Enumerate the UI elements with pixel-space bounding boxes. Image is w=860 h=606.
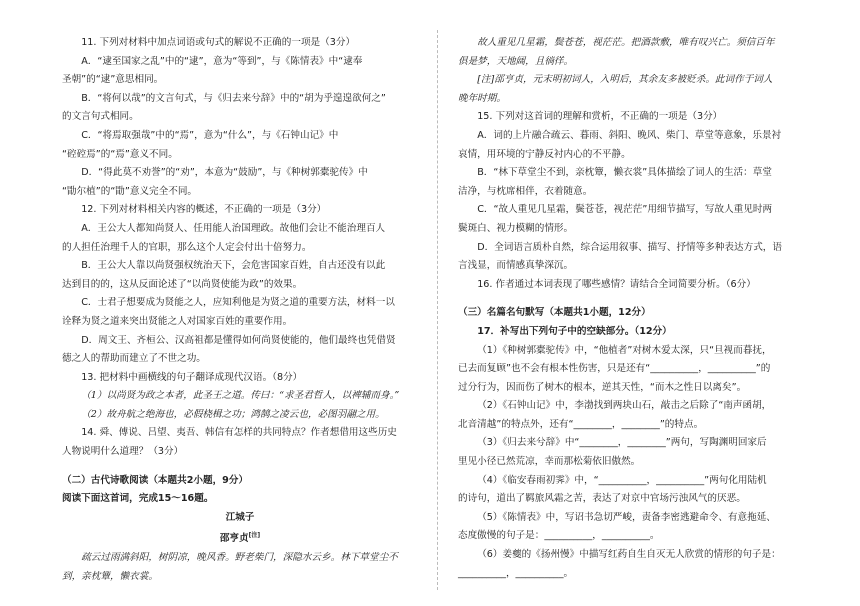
poem-note: [注]邵亨贞，元末明初词人，入明后，其余友多被贬杀。此词作于词人 [477, 74, 773, 86]
q11-option-d-cont: “勖尔植”的“勖”意义完全不同。 [62, 185, 198, 197]
q17-item-3-cont: 里见小径已然荒凉，幸而那松菊依旧傲然。 [458, 456, 641, 468]
q11-option-a-cont: 圣朝”的“逮”意思相同。 [62, 74, 164, 86]
section-2-title: （二）古代诗歌阅读（本题共2小题，9分） [62, 474, 249, 486]
column-divider [437, 30, 438, 590]
poem-author: 邵亨贞[注] [219, 532, 261, 545]
q12-option-a: A．王公大人都知尚贤人、任用能人治国理政。故他们会让不能治理百人 [81, 222, 386, 234]
poem-line-4: 俱是梦，天地阔，且徜徉。 [458, 55, 574, 67]
q11-option-c: C．“将焉取强哉”中的“焉”，意为“什么”，与《石钟山记》中 [81, 129, 339, 141]
left-column [62, 34, 418, 586]
q14-stem: 14. 舜、傅说、吕望、夷吾、韩信有怎样的共同特点？作者想借用这些历史 [81, 427, 397, 439]
q15-option-b-cont: 洁净，与枕席相伴，衣着随意。 [458, 185, 593, 197]
poem-line-1: 疏云过雨满斜阳，树阴凉，晚风香。野老柴门，深隐水云乡。林下草堂尘不 [81, 552, 398, 564]
q13-sentence-2: （2）故舟航之绝海也，必假桡楫之功；鸿鹄之凌云也，必图羽翮之用。 [81, 408, 385, 420]
q17-item-5-cont: 态度傲慢的句子是：__________，__________。 [458, 530, 660, 542]
q17-item-1-cont: 已去而复顾”也不会有根本性伤害，只是还有“__________，__________”的 [458, 363, 771, 375]
q17-item-6-cont: __________，__________。 [458, 567, 574, 579]
q17-item-4: （4）《临安春雨初霁》中，“__________，__________”两句化用陆机 [477, 474, 767, 486]
q15-option-a: A．词的上片融合疏云、暮雨、斜阳、晚风、柴门、草堂等意象，乐景衬 [477, 129, 782, 141]
q11-option-a: A．“逮至国家之乱”中的“逮”，意为“等到”，与《陈情表》中“逮奉 [81, 55, 363, 67]
q15-option-c: C．“故人重见几星霜，鬓苍苍，视茫茫”用细节描写，写故人重见时两 [477, 204, 773, 216]
q12-stem: 12. 下列对材料相关内容的概述，不正确的一项是（3分） [81, 204, 327, 216]
poem-line-2: 到，亲枕簟，懒衣裳。 [62, 570, 158, 582]
q15-stem: 15. 下列对这首词的理解和赏析，不正确的一项是（3分） [477, 111, 723, 123]
q12-option-c-cont: 诠释为贤之道来突出贤能之人对国家百姓的重要作用。 [62, 315, 293, 327]
q12-option-b-cont: 达到目的的，这从反面论述了“以尚贤使能为政”的效果。 [62, 278, 303, 290]
q12-option-a-cont: 的人担任治理千人的官职，那么这个人定会付出十倍努力。 [62, 241, 312, 253]
q11-option-b: B．“将何以哉”的文言句式，与《归去来兮辞》中的“胡为乎遑遑欲何之” [81, 92, 386, 104]
q12-option-d-cont: 德之人的帮助而建立了不世之功。 [62, 353, 206, 365]
right-column [458, 34, 806, 583]
q15-option-c-cont: 鬓斑白、视力模糊的情形。 [458, 222, 574, 234]
q17-item-1: （1）《种树郭橐驼传》中，“他植者”对树木爱太深，只“旦视而暮抚， [477, 344, 772, 356]
q11-option-b-cont: 的文言句式相同。 [62, 111, 139, 123]
q13-sentence-1: （1）以尚贤为政之本者，此圣王之道。传曰：“求圣君哲人，以裨辅而身。” [81, 390, 400, 402]
q11-option-d: D．“得此莫不劝誉”的“劝”，本意为“鼓励”，与《种树郭橐驼传》中 [81, 167, 368, 179]
q12-option-d: D．周文王、齐桓公、汉高祖都是懂得如何尚贤使能的，他们最终也凭借贤 [81, 334, 396, 346]
q17-item-5: （5）《陈情表》中，写诏书急切严峻，责备李密逃避命令、有意拖延、 [477, 511, 776, 523]
q11-stem: 11. 下列对材料中加点词语或句式的解说不正确的一项是（3分） [81, 37, 356, 48]
q17-stem: 17．补写出下列句子中的空缺部分。（12分） [477, 325, 672, 337]
q13-stem: 13. 把材料中画横线的句子翻译成现代汉语。（8分） [81, 371, 303, 383]
q14-stem-cont: 人物说明什么道理？（3分） [62, 446, 184, 458]
q12-option-c: C．士君子想要成为贤能之人，应知利他是为贤之道的重要方法，材料一以 [81, 297, 395, 309]
q17-item-4-cont: 的诗句，道出了羁旅风霜之苦，表达了对京中官场污浊风气的厌恶。 [458, 493, 746, 505]
poem-note-cont: 晚年时期。 [458, 92, 506, 104]
note-marker: [注] [248, 532, 261, 540]
q17-item-2-cont: 北音清越”的特点外，还有“________，________”的特点。 [458, 418, 704, 430]
section-3-title: （三）名篇名句默写（本题共1小题，12分） [458, 307, 651, 319]
q11-option-c-cont: “硿硿焉”的“焉”意义不同。 [62, 148, 178, 160]
poem-title: 江城子 [225, 511, 255, 523]
q15-option-a-cont: 哀情，用环境的宁静反衬内心的不平静。 [458, 148, 631, 160]
poem-line-3: 故人重见几星霜，鬓苍苍，视茫茫。把酒款敷，唯有叹兴亡。须信百年 [477, 37, 775, 48]
q15-option-d: D．全词语言质朴自然，综合运用叙事、描写、抒情等多种表达方式，语 [477, 241, 782, 253]
q12-option-b: B．王公大人靠以尚贤强权统治天下，会危害国家百姓，自古还没有以此 [81, 260, 386, 272]
q15-option-d-cont: 言浅显，而情感真挚深沉。 [458, 260, 574, 272]
q17-item-1-cont2: 过分行为，因而伤了树木的根本，逆其天性，“而木之性日以离矣”。 [458, 381, 747, 393]
q17-item-6: （6）姜夔的《扬州慢》中描写红药自生自灭无人欣赏的情形的句子是： [477, 549, 781, 561]
q16-stem: 16. 作者通过本词表现了哪些感情？请结合全词简要分析。（6分） [477, 278, 756, 290]
section-2-instruction: 阅读下面这首词，完成15～16题。 [62, 493, 214, 505]
q17-item-3: （3）《归去来兮辞》中“________，________”两句，写陶渊明回家后 [477, 437, 767, 449]
q15-option-b: B．“林下草堂尘不到，亲枕簟，懒衣裳”具体描绘了词人的生活：草堂 [477, 167, 772, 179]
q17-item-2: （2）《石钟山记》中，李渤找到两块山石，敲击之后除了“南声函胡， [477, 400, 772, 412]
